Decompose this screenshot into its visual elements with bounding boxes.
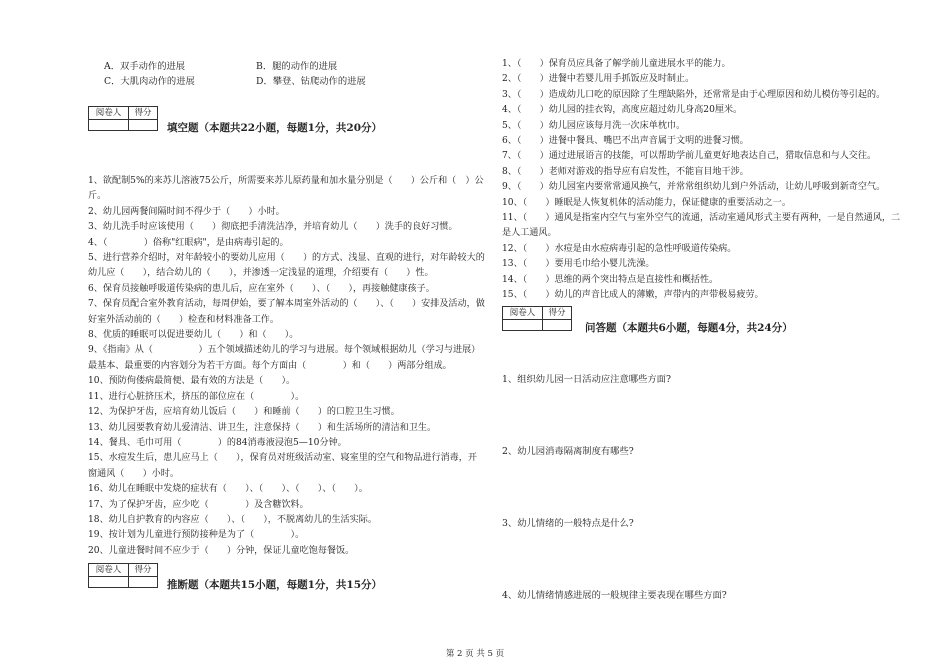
fill-item-14: 14、餐具、毛巾可用（ ）的84消毒液浸泡5—10分钟。 bbox=[88, 437, 347, 448]
fill-items bbox=[88, 174, 486, 559]
judge-item-12: 12、（ ）水痘是由水痘病毒引起的急性呼吸道传染病。 bbox=[502, 243, 737, 254]
judge-item-1: 1、（ ）保育员应具备了解学前儿童进展水平的能力。 bbox=[502, 59, 731, 69]
grader-label: 阅卷人 bbox=[503, 307, 543, 320]
fill-item-20: 20、儿童进餐时间不应少于（ ）分钟，保证儿童吃饱每餐饭。 bbox=[88, 545, 355, 556]
judge-item-6: 6、（ ）进餐中餐具、嘴巴不出声音属于文明的进餐习惯。 bbox=[502, 136, 749, 147]
score-label: 得分 bbox=[129, 564, 158, 577]
fill-item-17: 17、为了保护牙齿，应少吃（ ）及含糖饮料。 bbox=[88, 499, 309, 510]
fill-item-9: 9、《指南》从（ ）五个领域描述幼儿的学习与进展。每个领域根据幼儿（学习与进展）最基本、最重要的内容划分为若干方面。每个方面由（ ）和（ ）两部分组成。 bbox=[88, 345, 481, 371]
fill-item-3: 3、幼儿洗手时应该使用（ ）彻底把手清洗洁净，并培育幼儿（ ）洗手的良好习惯。 bbox=[88, 222, 458, 233]
choice-options bbox=[104, 60, 484, 90]
score-box-qa bbox=[502, 306, 572, 331]
judge-item-7: 7、（ ）通过进展语言的技能，可以帮助学前儿童更好地表达自己，猎取信息和与人交往。 bbox=[502, 151, 877, 162]
fill-item-5: 5、进行营养介绍时，对年龄较小的要幼儿应用（ ）的方式、浅显、直观的进行，对年龄较大的幼儿应（ ），结合幼儿的（ ），并渗透一定浅显的道理，介绍要有（ ）性。 bbox=[88, 253, 485, 279]
option-d: D．攀登、钻爬动作的进展 bbox=[256, 76, 366, 87]
fill-item-18: 18、幼儿自护教育的内容应（ ）、（ ），不脱离幼儿的生活实际。 bbox=[88, 514, 377, 525]
score-box-judge bbox=[88, 563, 158, 588]
fill-item-1: 1、欲配制5%的来苏儿溶液75公斤，所需要来苏儿原药量和加水量分别是（ ）公斤和（ ）公斤。 bbox=[88, 176, 484, 202]
fill-item-4: 4、（ ）俗称"红眼病"，是由病毒引起的。 bbox=[88, 237, 289, 248]
score-label: 得分 bbox=[129, 107, 158, 120]
judge-item-11: 11、（ ）通风是指室内空气与室外空气的流通，活动室通风形式主要有两种，一是自然通风，二是人工通风。 bbox=[502, 213, 901, 239]
fill-item-15: 15、水痘发生后，患儿应马上（ ），保育员对班级活动室、寝室里的空气和物品进行消毒，开窗通风（ ）小时。 bbox=[88, 453, 477, 479]
fill-item-13: 13、幼儿园要教育幼儿爱清洁、讲卫生，注意保持（ ）和生活场所的清洁和卫生。 bbox=[88, 422, 437, 433]
judge-item-8: 8、（ ）老师对游戏的指导应有启发性，不能盲目地干涉。 bbox=[502, 166, 749, 177]
fill-item-12: 12、为保护牙齿，应培育幼儿饭后（ ）和睡前（ ）的口腔卫生习惯。 bbox=[88, 407, 400, 418]
judge-item-3: 3、（ ）造成幼儿口吃的原因除了生理缺陷外，还常常是由于心理原因和幼儿模仿等引起的。 bbox=[502, 89, 886, 100]
fill-item-16: 16、幼儿在睡眠中发烧的症状有（ ）、（ ）、（ ）、（ ）。 bbox=[88, 484, 368, 495]
fill-item-2: 2、幼儿园两餐间隔时间不得少于（ ）小时。 bbox=[88, 206, 285, 217]
judge-item-2: 2、（ ）进餐中若婴儿用手抓饭应及时制止。 bbox=[502, 74, 695, 85]
judge-item-4: 4、（ ）幼儿园的挂衣钩，高度应超过幼儿身高20厘米。 bbox=[502, 105, 743, 116]
judge-items bbox=[502, 57, 902, 304]
fill-item-8: 8、优质的睡眠可以促进要幼儿（ ）和（ ）。 bbox=[88, 330, 299, 341]
qa-item-1: 1、组织幼儿园一日活动应注意哪些方面? bbox=[502, 374, 671, 385]
judge-item-15: 15、（ ）幼儿的声音比成人的薄嫩，声带内的声带极易疲劳。 bbox=[502, 290, 764, 301]
qa-item-4: 4、幼儿情绪情感进展的一般规律主要表现在哪些方面? bbox=[502, 590, 727, 601]
grader-label: 阅卷人 bbox=[89, 107, 129, 120]
fill-item-10: 10、预防佝偻病最简便、最有效的方法是（ ）。 bbox=[88, 376, 296, 387]
fill-section-title: 填空题（本题共22小题，每题1分，共20分） bbox=[167, 122, 383, 134]
grader-label: 阅卷人 bbox=[89, 564, 129, 577]
fill-item-7: 7、保育员配合室外教育活动，每周伊始，要了解本周室外活动的（ ）、（ ）安排及活动，做好室外活动前的（ ）检查和材料准备工作。 bbox=[88, 299, 485, 325]
qa-section-title: 问答题（本题共6小题，每题4分，共24分） bbox=[585, 322, 793, 334]
score-label: 得分 bbox=[543, 307, 572, 320]
judge-item-13: 13、（ ）要用毛巾给小婴儿洗澡。 bbox=[502, 259, 655, 270]
score-box-fill bbox=[88, 106, 158, 131]
option-b: B．腿的动作的进展 bbox=[256, 61, 338, 72]
judge-item-9: 9、（ ）幼儿园室内要常常通风换气，并常常组织幼儿到户外活动，让幼儿呼吸到新奇空气。 bbox=[502, 182, 886, 193]
option-a: A．双手动作的进展 bbox=[104, 61, 186, 72]
fill-item-6: 6、保育员接触呼吸道传染病的患儿后，应在室外（ ）、（ ），再接触健康孩子。 bbox=[88, 283, 435, 294]
option-c: C．大肌肉动作的进展 bbox=[104, 76, 195, 87]
fill-item-11: 11、进行心脏挤压术，挤压的部位应在（ ）。 bbox=[88, 391, 305, 402]
page-footer: 第 2 页 共 5 页 bbox=[445, 649, 505, 659]
qa-item-3: 3、幼儿情绪的一般特点是什么? bbox=[502, 518, 634, 529]
fill-item-19: 19、按计划为儿童进行预防接种是为了（ ）。 bbox=[88, 530, 305, 541]
judge-item-5: 5、（ ）幼儿园应该每月洗一次床单枕巾。 bbox=[502, 120, 686, 131]
qa-item-2: 2、幼儿园消毒隔离制度有哪些? bbox=[502, 446, 634, 457]
judge-item-10: 10、（ ）睡眠是人恢复机体的活动能力，保证健康的重要活动之一。 bbox=[502, 197, 791, 208]
judge-item-14: 14、（ ）思维的两个突出特点是直接性和概括性。 bbox=[502, 274, 719, 285]
judge-section-title: 推断题（本题共15小题，每题1分，共15分） bbox=[167, 579, 383, 591]
